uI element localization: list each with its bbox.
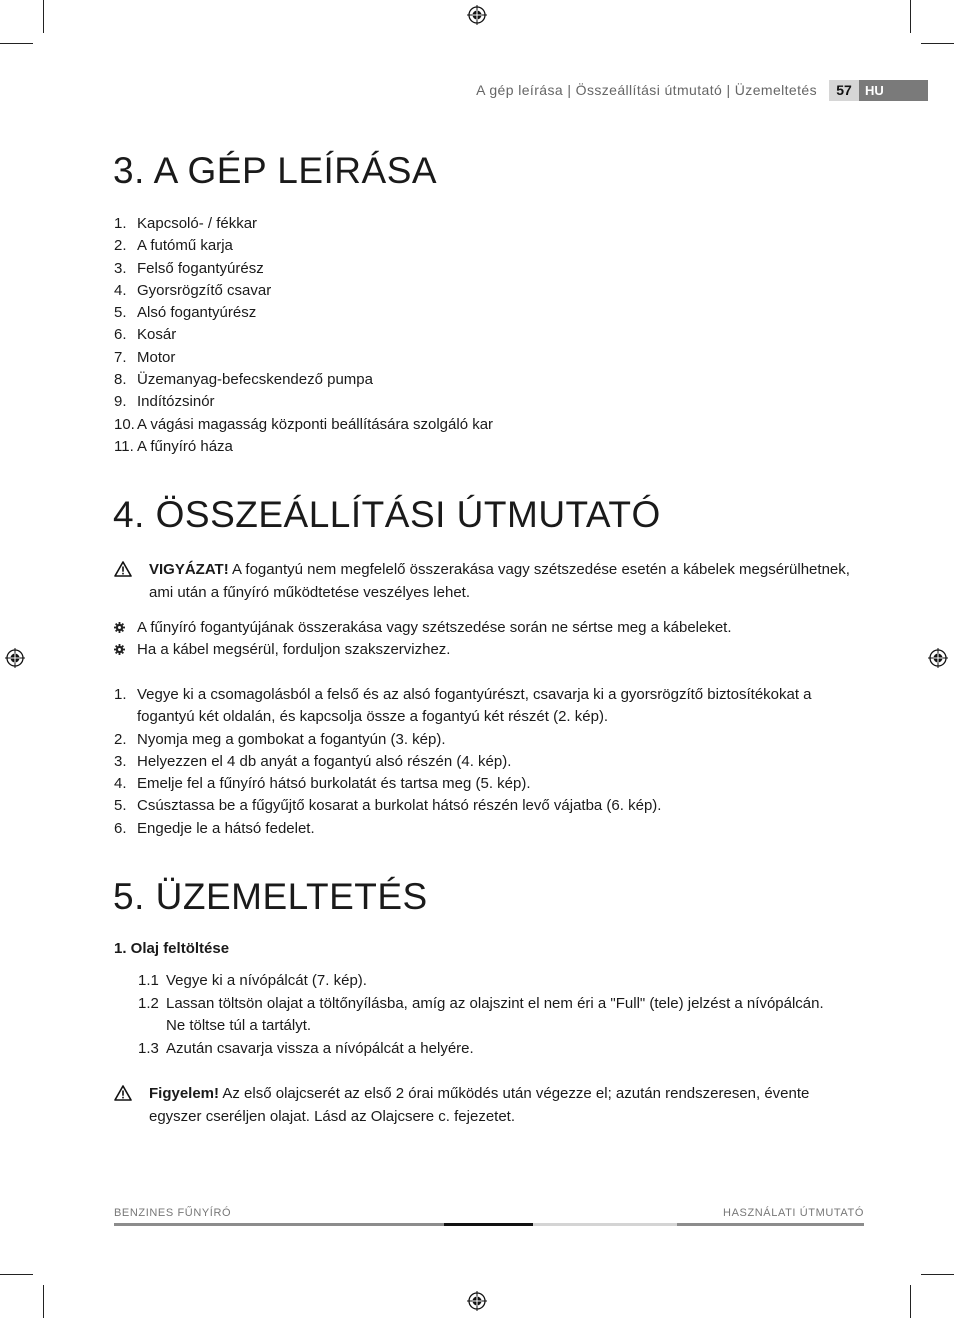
list-text: Helyezzen el 4 db anyát a fogantyú alsó részén (4. kép).: [137, 752, 512, 770]
list-number: 2.: [114, 730, 127, 748]
bullet-text: Ha a kábel megsérül, forduljon szakszervizhez.: [137, 641, 451, 658]
caution-bullet: [114, 617, 732, 639]
list-number: 1.: [114, 215, 127, 232]
list-text: Engedje le a hátsó fedelet.: [137, 819, 315, 837]
registration-mark-icon: [467, 5, 487, 25]
crop-mark: [921, 43, 954, 44]
footer-manual-name: HASZNÁLATI ÚTMUTATÓ: [723, 1207, 864, 1219]
gear-bullet-icon: [114, 622, 125, 633]
section-4-title: 4. ÖSSZEÁLLÍTÁSI ÚTMUTATÓ: [113, 494, 661, 535]
list-text: Csúsztassa be a fűgyűjtő kosarat a burkolat hátsó részén levő vájatba (6. kép).: [137, 797, 662, 815]
list-number: 11.: [114, 437, 134, 455]
section-5-title: 5. ÜZEMELTETÉS: [113, 876, 428, 917]
list-number: 8.: [114, 371, 127, 389]
warning-label: VIGYÁZAT!: [149, 561, 229, 578]
part-item: [114, 414, 493, 436]
list-text: Felső fogantyúrész: [137, 259, 264, 277]
assembly-step: [114, 773, 834, 795]
assembly-step: [114, 729, 834, 751]
crop-mark: [43, 1285, 44, 1318]
part-item: [114, 347, 493, 369]
section-3-title: 3. A GÉP LEÍRÁSA: [113, 150, 438, 191]
warning-triangle-icon: [114, 561, 132, 577]
list-text: Alsó fogantyúrész: [137, 304, 257, 322]
gear-bullet-icon: [114, 644, 125, 655]
bullet-text: A fűnyíró fogantyújának összerakása vagy szétszedése során ne sértse meg a kábeleket.: [137, 619, 732, 636]
oil-fill-step: [138, 970, 838, 993]
list-number: 1.2: [138, 994, 159, 1012]
list-text: Indítózsinór: [137, 393, 215, 411]
crop-mark: [0, 1274, 33, 1275]
footer-bar-segment: [114, 1223, 444, 1226]
list-text: Vegye ki a nívópálcát (7. kép).: [166, 972, 367, 989]
list-number: 6.: [114, 819, 127, 837]
assembly-step: [114, 751, 834, 773]
list-number: 7.: [114, 348, 127, 366]
list-number: 3.: [114, 259, 127, 277]
caution-bullet-list: [114, 617, 732, 661]
assembly-step: [114, 818, 834, 840]
crop-mark: [0, 43, 33, 44]
list-text: Vegye ki a csomagolásból a felső és az alsó fogantyúrészt, csavarja ki a gyorsrögzítő biztosítékokat a fogantyú két oldalán, és kapcsolja össze a fogantyú két részét (2. kép).: [137, 686, 812, 726]
list-text: Üzemanyag-befecskendező pumpa: [137, 371, 373, 389]
list-text: A vágási magasság központi beállítására szolgáló kar: [137, 415, 494, 433]
crop-mark: [921, 1274, 954, 1275]
registration-mark-icon: [5, 648, 25, 668]
list-text: A futómű karja: [137, 237, 233, 255]
list-number: 1.1: [138, 972, 159, 989]
list-number: 5.: [114, 304, 127, 322]
crop-mark: [43, 0, 44, 33]
list-text: Kapcsoló- / fékkar: [137, 215, 258, 232]
attention-text: Az első olajcserét az első 2 órai működés után végezze el; azután rendszeresen, évente egyszer cseréljen olajat. Lásd az Olajcsere c. fejezetet.: [149, 1085, 810, 1125]
registration-mark-icon: [467, 1291, 487, 1311]
list-text: Lassan töltsön olajat a töltőnyílásba, amíg az olajszint el nem éri a "Full" (tele) jelzést a nívópálcán. Ne töltse túl a tartályt.: [166, 994, 824, 1034]
list-number: 9.: [114, 393, 127, 411]
list-text: Azután csavarja vissza a nívópálcát a helyére.: [166, 1039, 474, 1057]
list-number: 1.: [114, 686, 127, 703]
part-item: [114, 324, 493, 346]
list-number: 3.: [114, 752, 127, 770]
list-number: 4.: [114, 281, 127, 299]
part-item: [114, 280, 493, 302]
assembly-step: [114, 795, 834, 817]
attention-label: Figyelem!: [149, 1085, 220, 1102]
list-number: 6.: [114, 326, 127, 344]
warning-triangle-icon: [114, 1085, 132, 1101]
list-number: 10.: [114, 415, 135, 433]
footer-bar-segment: [677, 1223, 864, 1226]
list-number: 4.: [114, 775, 127, 793]
part-item: [114, 391, 493, 413]
list-number: 2.: [114, 237, 127, 255]
parts-list: [114, 213, 493, 458]
list-text: Motor: [137, 348, 176, 366]
part-item: [114, 258, 493, 280]
list-text: Gyorsrögzítő csavar: [137, 281, 272, 299]
part-item: [114, 302, 493, 324]
crop-mark: [910, 0, 911, 33]
list-number: 1.3: [138, 1039, 159, 1057]
oil-fill-step: [138, 1038, 838, 1061]
warning-text: A fogantyú nem megfelelő összerakása vagy szétszedése esetén a kábelek megsérülhetnek, ami után a fűnyíró működtetése veszélyes lehet.: [149, 561, 850, 601]
list-text: Nyomja meg a gombokat a fogantyún (3. kép).: [137, 730, 446, 748]
language-code: HU: [865, 83, 884, 98]
header-breadcrumb: A gép leírása | Összeállítási útmutató | Üzemeltetés: [476, 82, 817, 98]
list-text: A fűnyíró háza: [137, 437, 233, 455]
list-text: Kosár: [137, 326, 177, 344]
footer-bar-segment: [444, 1223, 533, 1226]
footer-product-name: BENZINES FŰNYÍRÓ: [114, 1207, 232, 1219]
oil-fill-step: [138, 993, 838, 1038]
part-item: [114, 213, 493, 235]
crop-mark: [910, 1285, 911, 1318]
oil-fill-heading: 1. Olaj feltöltése: [114, 940, 230, 957]
part-item: [114, 369, 493, 391]
assembly-steps-list: [114, 684, 834, 840]
registration-mark-icon: [928, 648, 948, 668]
part-item: [114, 235, 493, 257]
list-text: Emelje fel a fűnyíró hátsó burkolatát és tartsa meg (5. kép).: [137, 775, 531, 793]
oil-fill-steps-list: [138, 970, 838, 1060]
caution-bullet: [114, 639, 732, 661]
assembly-step: [114, 684, 834, 729]
page-number: 57: [829, 80, 859, 101]
footer-bar-segment: [533, 1223, 677, 1226]
warning-block: [114, 559, 864, 604]
attention-block: [114, 1083, 864, 1128]
part-item: [114, 436, 493, 458]
list-number: 5.: [114, 797, 127, 815]
page-number-bar: [829, 80, 928, 101]
